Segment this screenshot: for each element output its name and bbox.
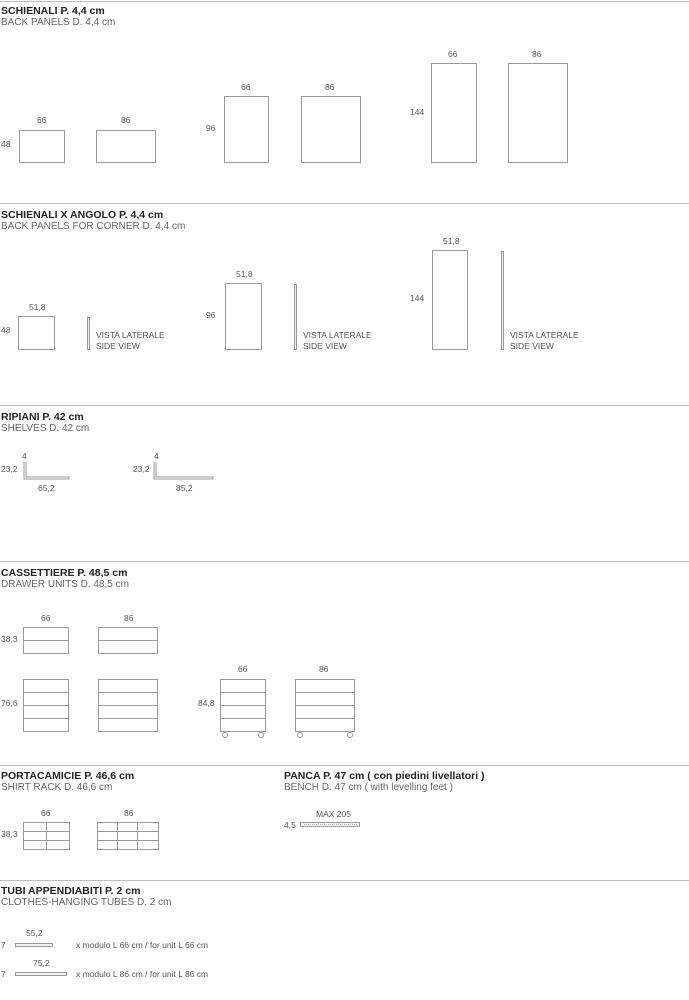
shelf-profile-65 [23, 461, 71, 481]
shirt-rack-subtitle: SHIRT RACK D. 46,6 cm [1, 782, 113, 793]
tube-length-label: 55,2 [26, 928, 43, 938]
height-label: 38,3 [1, 634, 18, 644]
section-divider [0, 561, 689, 562]
height-label: 23,2 [133, 464, 150, 474]
width-label: 66 [448, 49, 458, 59]
drawer-front [220, 705, 266, 719]
drawer-front [220, 679, 266, 693]
drawer-front [98, 718, 158, 732]
drawer-front [220, 718, 266, 732]
section-divider [0, 765, 689, 766]
height-label: 48 [1, 139, 11, 149]
corner-panel-48 [18, 316, 55, 350]
tube-height-label: 7 [1, 969, 6, 979]
width-label: 65,2 [38, 483, 55, 493]
width-label: 66 [37, 115, 47, 125]
corner-panels-subtitle: BACK PANELS FOR CORNER D. 4,4 cm [1, 221, 186, 232]
back-panel-86x48 [96, 130, 156, 163]
drawer-front [23, 705, 69, 719]
width-label: 86 [325, 82, 335, 92]
castor-wheels-icon [295, 731, 355, 739]
width-label: 86 [319, 664, 329, 674]
section-divider [0, 405, 689, 406]
corner-panels-title: SCHIENALI X ANGOLO P. 4,4 cm [1, 209, 164, 221]
drawer-front [98, 640, 158, 654]
bench-profile [300, 822, 360, 828]
back-panel-66x144 [431, 63, 477, 163]
section-divider [0, 880, 689, 881]
back-panels-title: SCHIENALI P. 4,4 cm [1, 5, 105, 17]
drawers-title: CASSETTIERE P. 48,5 cm [1, 567, 128, 579]
corner-panel-144 [432, 250, 468, 350]
side-view-label: VISTA LATERALE SIDE VIEW [510, 330, 579, 351]
shirt-rack-66 [23, 822, 70, 850]
shelves-title: RIPIANI P. 42 cm [1, 411, 84, 423]
width-label: 66 [241, 82, 251, 92]
drawer-front [23, 692, 69, 706]
castor-wheels-icon [220, 731, 266, 739]
height-label: 48 [1, 325, 11, 335]
width-label: 51,8 [29, 302, 46, 312]
drawer-front [295, 679, 355, 693]
drawer-front [295, 718, 355, 732]
drawer-front [295, 692, 355, 706]
drawer-front [295, 705, 355, 719]
height-label: 84,8 [198, 698, 215, 708]
height-label: 38,3 [1, 829, 18, 839]
drawers-subtitle: DRAWER UNITS D. 48,5 cm [1, 579, 129, 590]
width-label: 66 [41, 613, 51, 623]
width-label: 66 [41, 808, 51, 818]
shelf-profile-85 [153, 461, 215, 481]
side-view-label: VISTA LATERALE SIDE VIEW [303, 330, 372, 351]
width-label: 51,8 [236, 269, 253, 279]
shelves-subtitle: SHELVES D. 42 cm [1, 423, 90, 434]
drawer-front [23, 640, 69, 654]
width-label: 86 [121, 115, 131, 125]
drawer-front [220, 692, 266, 706]
back-panel-66x96 [224, 96, 269, 163]
hanging-tube-75 [15, 972, 67, 976]
corner-panel-side-view [501, 251, 504, 350]
height-label: 76,6 [1, 698, 18, 708]
width-label: 51,8 [443, 236, 460, 246]
tube-note: x modulo L 66 cm / for unit L 66 cm [76, 940, 209, 950]
width-label: 86 [124, 613, 134, 623]
drawer-front [23, 679, 69, 693]
width-label: 86 [124, 808, 134, 818]
height-label: 23,2 [1, 464, 18, 474]
shirt-rack-title: PORTACAMICIE P. 46,6 cm [1, 770, 135, 782]
thickness-label: 4 [22, 451, 27, 461]
corner-panel-96 [225, 283, 262, 350]
height-label: 144 [410, 107, 425, 117]
corner-panel-side-view [87, 317, 90, 350]
back-panels-subtitle: BACK PANELS D. 4,4 cm [1, 17, 116, 28]
drawer-front [98, 705, 158, 719]
back-panel-86x96 [301, 96, 361, 163]
tube-length-label: 75,2 [33, 958, 50, 968]
height-label: 96 [206, 310, 216, 320]
thickness-label: 4 [154, 451, 159, 461]
tube-height-label: 7 [1, 940, 6, 950]
bench-subtitle: BENCH D. 47 cm ( with levelling feet ) [284, 782, 453, 793]
bench-length-label: MAX 205 [316, 809, 351, 819]
bench-height-label: 4,5 [284, 820, 296, 830]
width-label: 66 [238, 664, 248, 674]
back-panel-86x144 [508, 63, 568, 163]
drawer-front [98, 627, 158, 641]
width-label: 86 [532, 49, 542, 59]
height-label: 144 [410, 293, 425, 303]
drawer-front [98, 679, 158, 693]
drawer-front [23, 718, 69, 732]
side-view-label: VISTA LATERALE SIDE VIEW [96, 330, 165, 351]
corner-panel-side-view [294, 284, 297, 350]
shirt-rack-86 [97, 822, 159, 850]
section-divider [0, 1, 689, 2]
section-divider [0, 203, 689, 204]
bench-title: PANCA P. 47 cm ( con piedini livellatori ) [284, 770, 485, 782]
drawer-front [23, 627, 69, 641]
tube-note: x modulo L 86 cm / for unit L 86 cm [76, 969, 209, 979]
back-panel-66x48 [19, 130, 65, 163]
tubes-subtitle: CLOTHES-HANGING TUBES D. 2 cm [1, 897, 172, 908]
width-label: 85,2 [176, 483, 193, 493]
drawer-front [98, 692, 158, 706]
height-label: 96 [206, 123, 216, 133]
tubes-title: TUBI APPENDIABITI P. 2 cm [1, 885, 141, 897]
hanging-tube-55 [15, 943, 53, 947]
